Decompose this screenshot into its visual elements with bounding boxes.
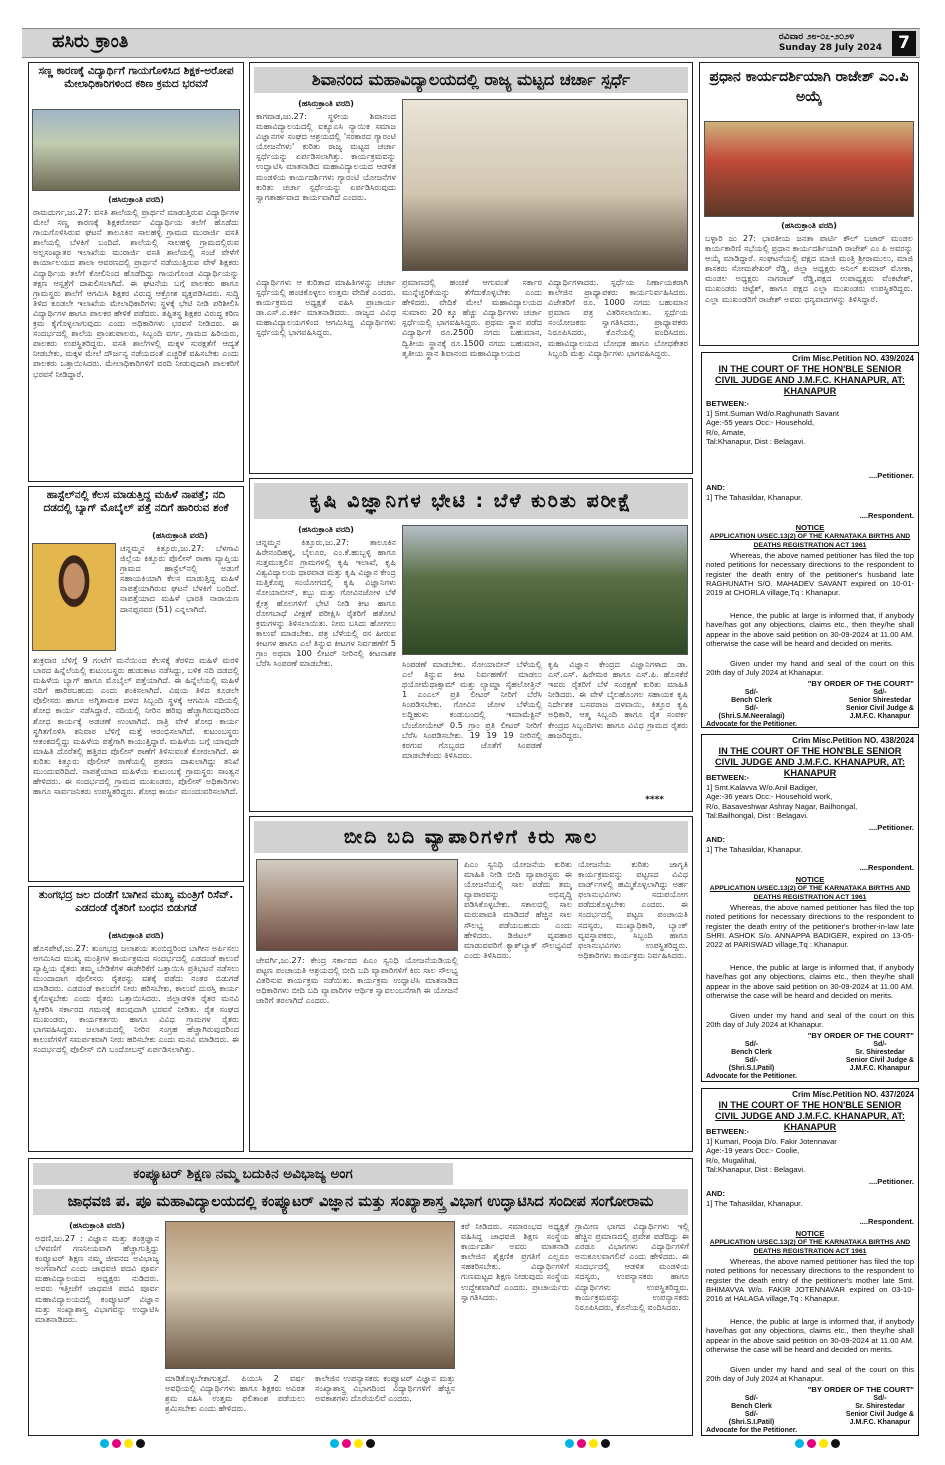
article-seminar-body-b: ವಿದ್ಯಾರ್ಥಿಗಳು ಆ ಕುರಿತಾದ ಮಾಹಿತಿಗಳನ್ನು ಚರ್ಚಾ ಸ್ಪರ್ಧೆಯಲ್ಲಿ ಹಂಚಿಕೊಳ್ಳಲು ಉತ್ತಮ ವೇದಿಕೆ ಎಂದರು. ಕಾರ್ಯಕ್ರಮದ ಅಧ್ಯಕ್ಷತೆ ವಹಿಸಿ ಪ್ರಾಚಾರ್ಯ ಡಾ.ಎಸ್.ಎ.ಕರ್ಕಿ ಮಾತನಾಡಿದರು. ರಾಜ್ಯದ ವಿವಿಧ ಮಹಾವಿದ್ಯಾಲಯಗಳಿಂದ ಆಗಮಿಸಿದ್ದ ವಿದ್ಯಾರ್ಥಿಗಳು ಸ್ಪರ್ಧೆಯಲ್ಲಿ ಭಾಗವಹಿಸಿದ್ದರು.: [256, 277, 396, 338]
and-label: AND:: [706, 483, 725, 492]
masthead: [22, 28, 920, 58]
notice-body-public: Hence, the public at large is informed that, if anybody have/has got any objections, claims etc., then they/he shall appear in the above said petition on 30-09-2024 at 11.00 AM. otherwise the case will be heard and decided on merits.: [706, 1317, 914, 1354]
article-official-body: ಬಳ್ಳಾರಿ ಜು 27: ಭಾರತೀಯ ಜನತಾ ಪಾರ್ಟಿ ಕೌಲ್ ಬಜಾರ್ ಮಂಡಲ ಕಾರ್ಯಕಾರಿಣಿ ಸಭೆಯಲ್ಲಿ ಪ್ರಧಾನ ಕಾರ್ಯದರ್ಶಿಯಾಗಿ ರಾಜೇಶ್ ಎಂ ಪಿ ಅವರನ್ನು ಆಯ್ಕೆ ಮಾಡಿದ್ದಾರೆ. ಸಂಘಟನೆಯಲ್ಲಿ ಪಕ್ಷದ ಮಾಜಿ ಮಂತ್ರಿ ಶ್ರೀರಾಮುಲು, ಮಾಜಿ ಶಾಸಕರು ಸೋಮಶೇಖರ್ ರೆಡ್ಡಿ, ಜಿಲ್ಲಾ ಅಧ್ಯಕ್ಷರು ಅನಿಲ್ ಕುಮಾರ್ ಮೋಕಾ, ಮಂಡಲ ಅಧ್ಯಕ್ಷರು ನಾಗರಾಜ್ ರೆಡ್ಡಿ,ಪಕ್ಷದ ಉಪಾಧ್ಯಕ್ಷರು ವೆಂಕಟೇಶ್, ಮುಖಂಡರು ಚಿಟ್ಟೆಶ್, ಹಾಗೂ ಪಕ್ಷದ ಎಲ್ಲಾ ಮುಖಂಡರು ಉಪಸ್ಥಿತರಿದ್ದರು. ಎಲ್ಲಾ ಮುಖಂಡರಿಗೆ ರಾಜೇಶ್ ಅವರು ಧನ್ಯವಾದಗಳನ್ನು ತಿಳಿಸಿದ್ದಾರೆ.: [705, 233, 913, 304]
notice-title: NOTICE: [795, 523, 825, 532]
article-computer-body-a: ಅಥಣಿ,ಜು.27 : ವಿಜ್ಞಾನ ಮತ್ತು ತಂತ್ರಜ್ಞಾನ ಬೆಳವಣಿಗೆ ಗಣನೀಯವಾಗಿ ಹೆಚ್ಚಾಗುತ್ತಿದ್ದು ಕಂಪ್ಯೂಟರ್ ಶಿಕ್ಷಣ ನಮ್ಮ ಜೀವನದ ಅವಿಭಾಜ್ಯ ಅಂಗವಾಗಿದೆ ಎಂದು ಜಾಧವಜಿ ಪದವಿ ಪೂರ್ವ ಮಹಾವಿದ್ಯಾಲಯದ ಅಧ್ಯಕ್ಷರು ನುಡಿದರು. ಅವರು ಇತ್ತೀಚೆಗೆ ಜಾಧವಜಿ ಪದವಿ ಪೂರ್ವ ಮಹಾವಿದ್ಯಾಲಯದಲ್ಲಿ ಕಂಪ್ಯೂಟರ್ ವಿಜ್ಞಾನ ಮತ್ತು ಸಂಖ್ಯಾಶಾಸ್ತ್ರ ವಿಭಾಗವನ್ನು ಉದ್ಘಾಟಿಸಿ ಮಾತನಾಡಿದರು.: [35, 1233, 159, 1324]
respondent-label: ....Respondent.: [859, 511, 914, 520]
petitioner-label: ....Petitioner.: [868, 1177, 914, 1186]
application-act: APPLICATION U/SEC.13(2) OF THE KARNATAKA BIRTHS AND DEATHS REGISTRATION ACT 1961: [709, 885, 911, 901]
article-missing-byline: (ಹಸಿರುಕ್ರಾಂತಿ ವರದಿ): [152, 531, 208, 540]
petitioner-label: ....Petitioner.: [868, 471, 914, 480]
date-kannada: ರವಿವಾರ ೨೮-೦೭-೨೦೨೪: [778, 32, 855, 42]
article-vendors: [249, 816, 693, 1152]
registration-dot: [565, 1439, 574, 1448]
article-computer: [28, 1158, 693, 1436]
registration-dot: [819, 1439, 828, 1448]
registration-dot: [366, 1439, 375, 1448]
court-name: IN THE COURT OF THE HON'BLE SENIOR CIVIL JUDGE AND J.M.F.C. KHANAPUR, AT: KHANAPUR: [715, 364, 905, 396]
court-notice: [701, 734, 919, 1082]
notice-signatures: [706, 1041, 914, 1081]
registration-dot: [831, 1439, 840, 1448]
court-name: IN THE COURT OF THE HON'BLE SENIOR CIVIL JUDGE AND J.M.F.C. KHANAPUR, AT: KHANAPUR: [715, 746, 905, 778]
school-photo: [32, 109, 240, 191]
article-computer-body-c: ಕಾಲೇಜಿನ ಉಪನ್ಯಾಸಕರು ಕಂಪ್ಯೂಟರ್ ವಿಜ್ಞಾನ ಮತ್ತು ಸಂಖ್ಯಾಶಾಸ್ತ್ರ ವಿಭಾಗದಿಂದ ವಿದ್ಯಾರ್ಥಿಗಳಿಗೆ ಹೆಚ್ಚಿನ ಅವಕಾಶಗಳು ದೊರೆಯಲಿವೆ ಎಂದರು.: [315, 1373, 455, 1404]
article-end-mark: ****: [645, 795, 664, 805]
notice-body: Whereas, the above named petitioner has filed the top noted petitions for necessary directions to the respondent to register the death entry of the petitioner's mother late Smt. BHIMAVVA W/o. FAKIR JOTENNAVAR expired on 03-10-2016 at HALAGA village,Tq : Khanapur.: [706, 1257, 914, 1304]
print-registration-marks: [565, 1439, 610, 1449]
article-agri-byline: (ಹಸಿರುಕ್ರಾಂತಿ ವರದಿ): [298, 525, 354, 534]
article-agri-body-a: ಚನ್ನಮ್ಮನ ಕಿತ್ತೂರು,ಜು.27: ತಾಲೂಕಿನ ಹಿರೇನಂದಿಹಳ್ಳಿ, ಬೈಲೂರ, ಎಂ.ಕೆ.ಹುಬ್ಬಳ್ಳಿ ಹಾಗೂ ಸುತ್ತಮುತ್ತಲಿನ ಗ್ರಾಮಗಳಲ್ಲಿ ಕೃಷಿ ಇಲಾಖೆ, ಕೃಷಿ ವಿಶ್ವವಿದ್ಯಾಲಯ ಧಾರವಾಡ ಮತ್ತು ಕೃಷಿ ವಿಜ್ಞಾನ ಕೇಂದ್ರ ಮತ್ತಿಕೊಪ್ಪ ಸಂಯೋಗದಲ್ಲಿ ಕೃಷಿ ವಿಜ್ಞಾನಿಗಳು ಸೋಯಾಬೀನ್, ಕಬ್ಬು ಮತ್ತು ಗೋವಿನಜೋಳ ಬೆಳೆ ಕ್ಷೇತ್ರ ಹೊಲಗಳಿಗೆ ಭೇಟಿ ನೀಡಿ ಕೀಟ ಹಾಗೂ ರೋಗಬಾಧೆ ವೀಕ್ಷಣೆ ಪರೀಕ್ಷಿಸಿ ರೈತರಿಗೆ ಹತೋಟಿ ಕ್ರಮಗಳನ್ನು ತಿಳಿಸಲಾಯಿತು. ನೀರು ಬಸಿದು ಹೋಗಲು ಕಾಲುವೆ ಮಾಡಬೇಕು. ಪತ್ರ ಬೆಳೆಯಲ್ಲಿ ರಸ ಹೀರುವ ಕೀಟಗಳ ಹಾಗೂ ಎಲೆ ತಿನ್ನುವ ಕೀಟಗಳ ನಿರ್ವಹಣೆಗೆ 5 ಗ್ರಾಂ ಅಥವಾ 100 ಲೀಟರ್ ನೀರಿನಲ್ಲಿ ಕೀಟನಾಶಕ ಬೆರೆಸಿ ಸಿಂಪರಣೆ ಮಾಡಬೇಕು.: [256, 537, 396, 669]
article-vendors-body-c: ಯೋಜನೆಯ ಕುರಿತು ಜಾಗೃತಿ ಕಾರ್ಯಕ್ರಮವನ್ನು ಪಟ್ಟಣದ ವಿವಿಧ ವಾರ್ಡ್‌ಗಳಲ್ಲಿ ಹಮ್ಮಿಕೊಳ್ಳಲಾಗಿದ್ದು ಅರ್ಹ ಫಲಾನುಭವಿಗಳು ಸದುಪಯೋಗ ಪಡೆದುಕೊಳ್ಳಬೇಕು ಎಂದರು. ಈ ಸಂದರ್ಭದಲ್ಲಿ ಪಟ್ಟಣ ಪಂಚಾಯತಿ ಸದಸ್ಯರು, ಮುಖ್ಯಾಧಿಕಾರಿ, ಬ್ಯಾಂಕ್ ವ್ಯವಸ್ಥಾಪಕರು, ಸಿಬ್ಬಂದಿ ಹಾಗೂ ಫಲಾನುಭವಿಗಳು ಉಪಸ್ಥಿತರಿದ್ದರು. ಅಧಿಕಾರಿಗಳು ಕಾರ್ಯಕ್ರಮ ನಿರ್ವಹಿಸಿದರು.: [578, 859, 688, 960]
petition-number: Crim Misc.Petition NO. 439/2024: [792, 354, 914, 363]
article-vendors-body-a: ಜೇವರ್ಗಿ,ಜು.27: ಕೇಂದ್ರ ಸರ್ಕಾರದ ಪಿಎಂ ಸ್ವನಿಧಿ ಯೋಜನೆಯಡಿಯಲ್ಲಿ ಪಟ್ಟಣ ಪಂಚಾಯತಿ ಆಶ್ರಯದಲ್ಲಿ ಬೀದಿ ಬದಿ ವ್ಯಾಪಾರಿಗಳಿಗೆ ಕಿರು ಸಾಲ ಸೌಲಭ್ಯ ವಿತರಿಸುವ ಕಾರ್ಯಕ್ರಮ ನಡೆಯಿತು. ಕಾರ್ಯಕ್ರಮ ಉದ್ಘಾಟಿಸಿ ಮಾತನಾಡಿದ ಅಧಿಕಾರಿಗಳು ಬೀದಿ ಬದಿ ವ್ಯಾಪಾರಿಗಳ ಆರ್ಥಿಕ ಸ್ವಾವಲಂಬನೆಗಾಗಿ ಈ ಯೋಜನೆ ಜಾರಿಗೆ ತರಲಾಗಿದೆ ಎಂದರು.: [256, 955, 458, 1006]
print-registration-marks: [330, 1439, 375, 1449]
masthead-date: [779, 32, 882, 54]
article-students-byline: (ಹಸಿರುಕ್ರಾಂತಿ ವರದಿ): [108, 195, 164, 204]
print-registration-marks: [795, 1439, 840, 1449]
court-notice: [701, 1088, 919, 1436]
article-official-byline: (ಹಸಿರುಕ್ರಾಂತಿ ವರದಿ): [781, 221, 837, 230]
article-computer-byline: (ಹಸಿರುಕ್ರಾಂತಿ ವರದಿ): [69, 1221, 125, 1230]
registration-dot: [807, 1439, 816, 1448]
notice-given: Given under my hand and seal of the court on this 20th day of July 2024 at Khanapur.: [706, 1365, 914, 1384]
article-seminar: [249, 62, 693, 474]
article-agri: [249, 478, 693, 812]
notice-order: "BY ORDER OF THE COURT": [807, 679, 914, 688]
article-seminar-headline: ಶಿವಾನಂದ ಮಹಾವಿದ್ಯಾಲಯದಲ್ಲಿ ರಾಜ್ಯ ಮಟ್ಟದ ಚರ್ಚಾ ಸ್ಪರ್ಧೆ: [254, 67, 688, 93]
article-computer-kicker: ಕಂಪ್ಯೂಟರ್ ಶಿಕ್ಷಣ ನಮ್ಮ ಬದುಕಿನ ಅವಿಭಾಜ್ಯ ಅಂಗ: [33, 1163, 453, 1185]
article-dam-byline: (ಹಸಿರುಕ್ರಾಂತಿ ವರದಿ): [108, 931, 164, 940]
registration-dot: [577, 1439, 586, 1448]
petitioner-details: 1] Smt.Suman Wd/o.Raghunath Savant Age:-55 years Occ:- Household, R/o, Amate, Tal:Khanapur, Dist : Belagavi.: [706, 409, 839, 446]
registration-dot: [330, 1439, 339, 1448]
signature-left: Sd/- Bench Clerk Sd/- (Shri.S.M.Neeralagi) Advocate for the Petitioner.: [706, 689, 798, 728]
article-seminar-body-c: ಪ್ರಮಾಣದಲ್ಲಿ ಹಂಚಿಕೆ ಆಗುವಂತೆ ಸರ್ಕಾರ ಮುನ್ನೆಚ್ಚರಿಕೆಯನ್ನು ತೆಗೆದುಕೊಳ್ಳಬೇಕು ಎಂದು ಹೇಳಿದರು. ವೇದಿಕೆ ಮೇಲೆ ಮಹಾವಿದ್ಯಾಲಯದ ಸುಮಾರು 20 ಕ್ಕೂ ಹೆಚ್ಚು ವಿದ್ಯಾರ್ಥಿಗಳು ಚರ್ಚಾ ಸ್ಪರ್ಧೆಯಲ್ಲಿ ಭಾಗವಹಿಸಿದ್ದರು. ಪ್ರಥಮ ಸ್ಥಾನ ಪಡೆದ ವಿದ್ಯಾರ್ಥಿಗೆ ರೂ.2500 ನಗದು ಬಹುಮಾನ, ದ್ವಿತೀಯ ಸ್ಥಾನಕ್ಕೆ ರೂ.1500 ನಗದು ಬಹುಮಾನ, ತೃತೀಯ ಸ್ಥಾನ ಶಿವಾನಂದ ಮಹಾವಿದ್ಯಾಲಯದ: [402, 277, 542, 358]
respondent-label: ....Respondent.: [859, 1217, 914, 1226]
article-seminar-byline: (ಹಸಿರುಕ್ರಾಂತಿ ವರದಿ): [298, 99, 354, 108]
article-missing-body-side: ಚನ್ನಮ್ಮನ ಕಿತ್ತೂರು,ಜು.27: ಬೆಳಗಾವಿ ಜಿಲ್ಲೆಯ ಕಿತ್ತೂರು ಪೊಲೀಸ್ ಠಾಣಾ ವ್ಯಾಪ್ತಿಯ ಗ್ರಾಮದ ಹಾಸ್ಟೆಲ್‌ನಲ್ಲಿ ಅಡುಗೆ ಸಹಾಯಕಿಯಾಗಿ ಕೆಲಸ ಮಾಡುತ್ತಿದ್ದ ಮಹಿಳೆ ನಾಪತ್ತೆಯಾಗಿರುವ ಘಟನೆ ಬೆಳಕಿಗೆ ಬಂದಿದೆ. ನಾಪತ್ತೆಯಾದ ಮಹಿಳೆ ಭಾರತಿ ನಾರಾಯಣ ದಾನಪ್ಪನವರ (51) ಎನ್ನಲಾಗಿದೆ.: [120, 543, 239, 614]
seminar-photo: [402, 99, 688, 271]
computer-dept-photo: [165, 1221, 455, 1369]
article-vendors-headline: ಬೀದಿ ಬದಿ ವ್ಯಾಪಾರಿಗಳಿಗೆ ಕಿರು ಸಾಲ: [254, 821, 688, 853]
court-notice: [701, 352, 919, 728]
petitioner-details: 1] Kumari, Pooja D/o. Fakir Jotennavar Age:-19 years Occ:- Coolie, R/o, Mugalihal, Tal:Khanapur, Dist : Belagavi.: [706, 1137, 837, 1174]
article-official: [699, 62, 919, 346]
article-students-body: ರಾಮದುರ್ಗ,ಜು.27: ವಸತಿ ಶಾಲೆಯಲ್ಲಿ ಪ್ರಾರ್ಥನೆ ಮಾಡುತ್ತಿರುವ ವಿದ್ಯಾರ್ಥಿಗಳ ಮೇಲೆ ಸಣ್ಣ ಕಾರಣಕ್ಕೆ ಶಿಕ್ಷಕರೋರ್ವ ವಿದ್ಯಾರ್ಥಿಯ ತಲೆಗೆ ಹೊಡೆದು ಗಾಯಗೊಳಿಸಿರುವ ಘಟನೆ ತಾಲೂಕಿನ ಸಾಲಹಳ್ಳಿ ಗ್ರಾಮದ ಮುರಾರ್ಜಿ ವಸತಿ ಶಾಲೆಯಲ್ಲಿ ಬೆಳಕಿಗೆ ಬಂದಿದೆ. ಶಾಲೆಯಲ್ಲಿ ಸಾಲಹಳ್ಳಿ ಗ್ರಾಮದಲ್ಲಿರುವ ಅಲ್ಪಸಂಖ್ಯಾತರ ಇಲಾಖೆಯ ಮುರಾರ್ಜಿ ವಸತಿ ಶಾಲೆಯಲ್ಲಿ ಸಂಜೆ ವೇಳೆಗೆ ಕಾರ್ಯಾಲಯದ ಶಾಲಾ ಆವರಣದಲ್ಲಿ ಪ್ರಾರ್ಥನೆ ನಡೆಯುತ್ತಿರುವ ವೇಳೆ ಶಿಕ್ಷಕರು ವಿದ್ಯಾರ್ಥಿಯ ತಲೆಗೆ ಕೋಲಿನಿಂದ ಹೊಡೆದಿದ್ದು ಗಾಯಗೊಂಡ ವಿದ್ಯಾರ್ಥಿಯನ್ನು ತಕ್ಷಣ ಆಸ್ಪತ್ರೆಗೆ ದಾಖಲಿಸಲಾಗಿದೆ. ಈ ಘಟನೆಯ ಬಗ್ಗೆ ಪಾಲಕರು ಹಾಗೂ ಗ್ರಾಮಸ್ಥರು ಶಾಲೆಗೆ ಆಗಮಿಸಿ ಶಿಕ್ಷಕರ ವಿರುದ್ಧ ಆಕ್ರೋಶ ವ್ಯಕ್ತಪಡಿಸಿದರು. ಸುದ್ದಿ ತಿಳಿದ ಕೂಡಲೇ ಇಲಾಖೆಯ ಮೇಲಾಧಿಕಾರಿಗಳು ಸ್ಥಳಕ್ಕೆ ಭೇಟಿ ನೀಡಿ ಪರಿಶೀಲಿಸಿ ವಿದ್ಯಾರ್ಥಿಗಳ ಹಾಗೂ ಪಾಲಕರ ಹೇಳಿಕೆ ಪಡೆದರು. ತಪ್ಪಿತಸ್ಥ ಶಿಕ್ಷಕರ ವಿರುದ್ಧ ಕಠಿಣ ಕ್ರಮ ಕೈಗೊಳ್ಳಲಾಗುವುದು ಎಂದು ಅಧಿಕಾರಿಗಳು ಭರವಸೆ ನೀಡಿದರು. ಈ ಸಂದರ್ಭದಲ್ಲಿ ಶಾಲೆಯ ಪ್ರಾಂಶುಪಾಲರು, ಸಿಬ್ಬಂದಿ ವರ್ಗ, ಗ್ರಾಮದ ಹಿರಿಯರು, ಪಾಲಕರು ಉಪಸ್ಥಿತರಿದ್ದರು. ವಸತಿ ಶಾಲೆಗಳಲ್ಲಿ ಮಕ್ಕಳ ಸುರಕ್ಷತೆಗೆ ಆದ್ಯತೆ ನೀಡಬೇಕು, ಮಕ್ಕಳ ಮೇಲೆ ದೌರ್ಜನ್ಯ ನಡೆಯದಂತೆ ಎಚ್ಚರಿಕೆ ವಹಿಸಬೇಕು ಎಂದು ಪಾಲಕರು ಒತ್ತಾಯಿಸಿದರು. ಮೇಲಾಧಿಕಾರಿಗಳಿಗೆ ವರದಿ ನೀಡುವುದಾಗಿ ಪಾಲಕರಿಗೆ ಭರವಸೆ ನೀಡಿದ್ದಾರೆ.: [33, 207, 239, 379]
article-computer-body-b: ಮಾಡಿಕೊಳ್ಳಬೇಕಾಗುತ್ತದೆ. ಪಿಯುಸಿ 2 ವರ್ಷ ಅವಧಿಯಲ್ಲಿ ವಿದ್ಯಾರ್ಥಿಗಳು ಹಾಗೂ ಶಿಕ್ಷಕರು ಅವಿರತ ಶ್ರಮ ವಹಿಸಿ ಉತ್ತಮ ಫಲಿತಾಂಶ ಪಡೆಯಲು ಶ್ರಮಿಸಬೇಕು ಎಂದು ಹೇಳಿದರು.: [165, 1373, 305, 1414]
notice-signatures: [706, 689, 914, 728]
and-label: AND:: [706, 835, 725, 844]
and-label: AND:: [706, 1189, 725, 1198]
registration-dot: [342, 1439, 351, 1448]
registration-dot: [601, 1439, 610, 1448]
article-official-headline: ಪ್ರಧಾನ ಕಾರ್ಯದರ್ಶಿಯಾಗಿ ರಾಜೇಶ್ ಎಂ.ಪಿ ಅಯ್ಕೆ: [709, 69, 909, 105]
respondent-details: 1] The Tahasildar, Khanapur.: [706, 1199, 803, 1208]
registration-dot: [589, 1439, 598, 1448]
respondent-label: ....Respondent.: [859, 863, 914, 872]
article-students: [28, 62, 244, 482]
registration-dot: [354, 1439, 363, 1448]
masthead-title: ಹಸಿರು ಕ್ರಾಂತಿ: [52, 31, 129, 52]
signature-right: Sd/- Sr. Shirestedar Senior Civil Judge & J.M.F.C. Khanapur: [845, 1395, 914, 1426]
signature-right: Sd/- Sr. Shirestedar Senior Civil Judge & J.M.F.C. Khanapur: [845, 1041, 914, 1072]
notice-body-public: Hence, the public at large is informed that, if anybody have/has got any objections, claims etc., then they/he shall appear in the above said petition on 30-09-2024 at 11.00 AM. otherwise the case will be heard and decided on merits.: [706, 611, 914, 648]
article-agri-body-b: ಸಿಂಪಡಣೆ ಮಾಡಬೇಕು. ಸೋಯಾಬೀನ್ ಬೆಳೆಯಲ್ಲಿ ಎಲೆ ತಿನ್ನುವ ಕೀಟ ನಿರ್ವಹಣೆಗೆ ಮಾಡಲು ಥಯೋಮೆಥಾಕ್ಸಾಮ್ ಮತ್ತು ಲ್ಯಾಮ್ಡಾ ಸೈಹಲೋತ್ರಿನ್ 1 ಎಂಎಲ್ ಪ್ರತಿ ಲೀಟರ್ ನೀರಿಗೆ ಬೆರೆಸಿ ಸಿಂಪಡಿಸಬೇಕು. ಗೋವಿನ ಜೋಳ ಬೆಳೆಯಲ್ಲಿ ಲದ್ದಿಹುಳು ಕಂಡುಬಂದಲ್ಲಿ ಇಮಾಮೆಕ್ಟಿನ್ ಬೆಂಜೋಯೇಟ್ 0.5 ಗ್ರಾಂ ಪ್ರತಿ ಲೀಟರ್ ನೀರಿಗೆ ಬೆರೆಸಿ ಸಿಂಪಡಿಸಬೇಕು. 19 19 19 ನೀರಿನಲ್ಲಿ ಕರಗುವ ಗೊಬ್ಬರದ ಜೊತೆಗೆ ಸಿಂಪಡಣೆ ಮಾಡಬೇಕೆಂದು ತಿಳಿಸಿದರು.: [402, 659, 542, 760]
article-dam-headline: ತುಂಗಭದ್ರ ಜಲ ದಂಡೆಗೆ ಬಾಗೀನ ಮುಖ್ಯ ಮಂತ್ರಿಗೆ ರಿಸೆವ್‌. ಎಡದಂಡೆ ರೈತರಿಗೆ ಬಂಧನ ಬಿಡುಗಡೆ: [38, 889, 234, 915]
respondent-details: 1] The Tahasildar, Khanapur.: [706, 845, 803, 854]
signature-left: Sd/- Bench Clerk Sd/- (Shri.S.I.Patil) Advocate for the Petitioner.: [706, 1395, 798, 1434]
registration-dot: [112, 1439, 121, 1448]
between-label: BETWEEN:-: [706, 773, 750, 782]
respondent-details: 1] The Tahasildar, Khanapur.: [706, 493, 803, 502]
official-photo: [704, 121, 914, 217]
article-missing-body: ಶುಕ್ರವಾರ ಬೆಳಿಗ್ಗೆ 9 ಗಂಟೆಗೆ ಮನೆಯಿಂದ ಕೆಲಸಕ್ಕೆ ತೆರಳಿದ ಮಹಿಳೆ ಮರಳಿ ಬಾರದ ಹಿನ್ನೆಲೆಯಲ್ಲಿ ಕುಟುಂಬಸ್ಥರು ಹುಡುಕಾಟ ನಡೆಸಿದ್ದು, ಬಳಿಕ ನದಿ ದಡದಲ್ಲಿ ಮಹಿಳೆಯ ಬ್ಯಾಗ್ ಹಾಗೂ ಮೊಬೈಲ್ ಪತ್ತೆಯಾಗಿದೆ. ಈ ಹಿನ್ನೆಲೆಯಲ್ಲಿ ಮಹಿಳೆ ನದಿಗೆ ಹಾರಿರಬಹುದು ಎಂದು ಶಂಕಿಸಲಾಗಿದೆ. ವಿಷಯ ತಿಳಿದ ಕೂಡಲೇ ಪೊಲೀಸರು ಹಾಗೂ ಅಗ್ನಿಶಾಮಕ ದಳದ ಸಿಬ್ಬಂದಿ ಸ್ಥಳಕ್ಕೆ ಆಗಮಿಸಿ ನದಿಯಲ್ಲಿ ಶೋಧ ಕಾರ್ಯ ನಡೆಸಿದ್ದಾರೆ. ನದಿಯಲ್ಲಿ ನೀರಿನ ಹರಿವು ಹೆಚ್ಚಾಗಿರುವುದರಿಂದ ಶೋಧ ಕಾರ್ಯಕ್ಕೆ ಅಡಚಣೆ ಉಂಟಾಗಿದೆ. ರಾತ್ರಿ ವೇಳೆ ಶೋಧ ಕಾರ್ಯ ಸ್ಥಗಿತಗೊಳಿಸಿ ಶನಿವಾರ ಬೆಳಿಗ್ಗೆ ಮತ್ತೆ ಆರಂಭಿಸಲಾಗಿದೆ. ಕುಟುಂಬಸ್ಥರು ಆತಂಕದಲ್ಲಿದ್ದು ಮಹಿಳೆಯ ಪತ್ತೆಗಾಗಿ ಕಾಯುತ್ತಿದ್ದಾರೆ. ಮಹಿಳೆಯ ಬಗ್ಗೆ ಯಾವುದೇ ಮಾಹಿತಿ ದೊರೆತಲ್ಲಿ ಹತ್ತಿರದ ಪೊಲೀಸ್ ಠಾಣೆಗೆ ತಿಳಿಸುವಂತೆ ಕೋರಲಾಗಿದೆ. ಈ ಕುರಿತು ಕಿತ್ತೂರು ಪೊಲೀಸ್ ಠಾಣೆಯಲ್ಲಿ ಪ್ರಕರಣ ದಾಖಲಾಗಿದ್ದು ತನಿಖೆ ಮುಂದುವರಿದಿದೆ. ನಾಪತ್ತೆಯಾದ ಮಹಿಳೆಯ ಕುಟುಂಬಕ್ಕೆ ಗ್ರಾಮಸ್ಥರು ಸಾಂತ್ವನ ಹೇಳಿದರು. ಈ ಸಂದರ್ಭದಲ್ಲಿ ಗ್ರಾಮದ ಮುಖಂಡರು, ಪೊಲೀಸ್ ಅಧಿಕಾರಿಗಳು ಹಾಗೂ ಸಾರ್ವಜನಿಕರು ಉಪಸ್ಥಿತರಿದ್ದರು. ಶೋಧ ಕಾರ್ಯ ಮುಂದುವರಿಸಲಾಗಿದೆ.: [33, 655, 239, 797]
article-computer-headline: ಜಾಧವಜಿ ಪ. ಪೂ ಮಹಾವಿದ್ಯಾಲಯದಲ್ಲಿ ಕಂಪ್ಯೂಟರ್ ವಿಜ್ಞಾನ ಮತ್ತು ಸಂಖ್ಯಾಶಾಸ್ತ್ರ ವಿಭಾಗ ಉದ್ಘಾಟಿಸಿದ ಸಂದೀಪ ಸಂಗೋರಾಮ: [33, 1189, 688, 1215]
between-label: BETWEEN:-: [706, 1127, 750, 1136]
date-english: Sunday 28 July 2024: [778, 43, 882, 53]
notice-title: NOTICE: [795, 1229, 825, 1238]
article-dam: [28, 886, 244, 1152]
article-agri-body-c: ಕೃಷಿ ವಿಜ್ಞಾನ ಕೇಂದ್ರದ ವಿಜ್ಞಾನಿಗಳಾದ ಡಾ. ಎಸ್.ಎಸ್. ಹಿರೇಮಠ ಹಾಗೂ ಎಸ್.ಪಿ. ಹೊಸಕೆರೆ ಇವರು ರೈತರಿಗೆ ಬೆಳೆ ಸಂರಕ್ಷಣೆ ಕುರಿತು ಮಾಹಿತಿ ನೀಡಿದರು. ಈ ವೇಳೆ ಬೈಲಹೊಂಗಲ ಸಹಾಯಕ ಕೃಷಿ ನಿರ್ದೇಶಕ ಬಸವರಾಜ ದಳವಾಯಿ, ಕಿತ್ತೂರ ಕೃಷಿ ಅಧಿಕಾರಿ, ಆತ್ಮ ಸಿಬ್ಬಂದಿ ಹಾಗೂ ರೈತ ಸಂಪರ್ಕ ಕೇಂದ್ರದ ಸಿಬ್ಬಂದಿಗಳು ಹಾಗೂ ವಿವಿಧ ಗ್ರಾಮದ ರೈತರು ಹಾಜರಿದ್ದರು.: [548, 659, 688, 740]
article-vendors-body-b: ಪಿಎಂ ಸ್ವನಿಧಿ ಯೋಜನೆಯ ಕುರಿತು ಮಾಹಿತಿ ನೀಡಿ ಬೀದಿ ವ್ಯಾಪಾರಸ್ಥರು ಈ ಯೋಜನೆಯಲ್ಲಿ ಸಾಲ ಪಡೆದು ತಮ್ಮ ವ್ಯಾಪಾರವನ್ನು ಅಭಿವೃದ್ಧಿ ಪಡಿಸಿಕೊಳ್ಳಬೇಕು. ಸಕಾಲದಲ್ಲಿ ಸಾಲ ಮರುಪಾವತಿ ಮಾಡಿದರೆ ಹೆಚ್ಚಿನ ಸಾಲ ಸೌಲಭ್ಯ ಪಡೆಯಬಹುದು ಎಂದು ಹೇಳಿದರು. ಡಿಜಿಟಲ್ ವ್ಯವಹಾರ ಮಾಡುವವರಿಗೆ ಕ್ಯಾಶ್‌ಬ್ಯಾಕ್ ಸೌಲಭ್ಯವಿದೆ ಎಂದು ತಿಳಿಸಿದರು.: [464, 859, 572, 960]
petition-number: Crim Misc.Petition NO. 438/2024: [792, 736, 914, 745]
article-dam-body: ಹೊಸಪೇಟೆ,ಜು.27: ತುಂಗಭದ್ರ ಜಲಾಶಯ ತುಂಬಿದ್ದರಿಂದ ಬಾಗೀನ ಅರ್ಪಿಸಲು ಆಗಮಿಸಿದ ಮುಖ್ಯ ಮಂತ್ರಿಗಳ ಕಾರ್ಯಕ್ರಮದ ಸಂದರ್ಭದಲ್ಲಿ ಎಡದಂಡೆ ಕಾಲುವೆ ವ್ಯಾಪ್ತಿಯ ರೈತರು ತಮ್ಮ ಬೇಡಿಕೆಗಳ ಈಡೇರಿಕೆಗೆ ಒತ್ತಾಯಿಸಿ ಪ್ರತಿಭಟನೆ ನಡೆಸಲು ಮುಂದಾದಾಗ ಪೊಲೀಸರು ರೈತರನ್ನು ವಶಕ್ಕೆ ಪಡೆದು ನಂತರ ಬಿಡುಗಡೆ ಮಾಡಿದರು. ಎಡದಂಡೆ ಕಾಲುವೆಗೆ ನೀರು ಹರಿಸಬೇಕು, ಕಾಲುವೆ ದುರಸ್ತಿ ಕಾರ್ಯ ಕೈಗೊಳ್ಳಬೇಕು ಎಂದು ರೈತರು ಒತ್ತಾಯಿಸಿದರು. ಜಿಲ್ಲಾಡಳಿತ ರೈತರ ಮನವಿ ಸ್ವೀಕರಿಸಿ ಸರ್ಕಾರದ ಗಮನಕ್ಕೆ ತರುವುದಾಗಿ ಭರವಸೆ ನೀಡಿತು. ರೈತ ಸಂಘದ ಮುಖಂಡರು, ಕಾರ್ಯಕರ್ತರು ಹಾಗೂ ವಿವಿಧ ಗ್ರಾಮಗಳ ರೈತರು ಭಾಗವಹಿಸಿದ್ದರು. ಜಲಾಶಯದಲ್ಲಿ ನೀರಿನ ಸಂಗ್ರಹ ಹೆಚ್ಚಾಗಿರುವುದರಿಂದ ಕಾಲುವೆಗಳಿಗೆ ಸಮರ್ಪಕವಾಗಿ ನೀರು ಹರಿಸಬೇಕು ಎಂದು ಮನವಿ ಮಾಡಿದರು. ಈ ಸಂದರ್ಭದಲ್ಲಿ ಪೊಲೀಸ್ ಬಿಗಿ ಬಂದೋಬಸ್ತ್ ಏರ್ಪಡಿಸಲಾಗಿತ್ತು.: [33, 943, 239, 1054]
field-visit-photo: [402, 525, 688, 655]
notice-title: NOTICE: [795, 875, 825, 884]
article-seminar-body-d: ವಿದ್ಯಾರ್ಥಿಗಳಾದರು. ಸ್ಪರ್ಧೆಯ ನಿರ್ಣಾಯಕರಾಗಿ ಕಾಲೇಜಿನ ಪ್ರಾಧ್ಯಾಪಕರು ಕಾರ್ಯನಿರ್ವಹಿಸಿದರು. ವಿಜೇತರಿಗೆ ರೂ. 1000 ನಗದು ಬಹುಮಾನ ಪ್ರಮಾಣ ಪತ್ರ ವಿತರಿಸಲಾಯಿತು. ಸ್ಪರ್ಧೆಯ ಸಂಯೋಜಕರು ಸ್ವಾಗತಿಸಿದರು, ಪ್ರಾಧ್ಯಾಪಕರು ನಿರೂಪಿಸಿದರು, ಕೊನೆಯಲ್ಲಿ ವಂದಿಸಿದರು. ಮಹಾವಿದ್ಯಾಲಯದ ಬೋಧಕ ಹಾಗೂ ಬೋಧಕೇತರ ಸಿಬ್ಬಂದಿ ಮತ್ತು ವಿದ್ಯಾರ್ಥಿಗಳು ಭಾಗವಹಿಸಿದ್ದರು.: [548, 277, 688, 358]
court-name: IN THE COURT OF THE HON'BLE SENIOR CIVIL JUDGE AND J.M.F.C. KHANAPUR, AT: KHANAPUR: [715, 1100, 905, 1132]
article-computer-body-e: ಗ್ರಾಮೀಣ ಭಾಗದ ವಿದ್ಯಾರ್ಥಿಗಳು ಇಲ್ಲಿ ಹೆಚ್ಚಿನ ಪ್ರಮಾಣದಲ್ಲಿ ಪ್ರವೇಶ ಪಡೆದಿದ್ದು ಈ ಎರಡೂ ವಿಭಾಗಗಳು ವಿದ್ಯಾರ್ಥಿಗಳಿಗೆ ಅನುಕೂಲವಾಗಲಿವೆ ಎಂದು ಹೇಳಿದರು. ಈ ಸಂದರ್ಭದಲ್ಲಿ ಆಡಳಿತ ಮಂಡಳಿಯ ಸದಸ್ಯರು, ಉಪನ್ಯಾಸಕರು ಹಾಗೂ ವಿದ್ಯಾರ್ಥಿಗಳು ಉಪಸ್ಥಿತರಿದ್ದರು. ಕಾರ್ಯಕ್ರಮವನ್ನು ಉಪನ್ಯಾಸಕರು ನಿರೂಪಿಸಿದರು, ಕೊನೆಯಲ್ಲಿ ವಂದಿಸಿದರು.: [575, 1221, 689, 1312]
signature-right: Sd/- Senior Shirestedar Senior Civil Judge & J.M.F.C. Khanapur: [845, 689, 914, 720]
notice-body: Whereas, the above named petitioner has filed the top noted petitions for necessary directions to the respondent to register the death entry of the petitioner's husband late RAGHUNATH S/O. MAHADEV SAVANT expired on 10-01-2019 at CHORLA village,Tq : Khanapur.: [706, 551, 914, 598]
between-label: BETWEEN:-: [706, 399, 750, 408]
missing-woman-portrait: [32, 543, 116, 651]
application-act: APPLICATION U/SEC.13(2) OF THE KARNATAKA BIRTHS AND DEATHS REGISTRATION ACT 1961: [709, 1239, 911, 1255]
article-students-headline: ಸಣ್ಣ ಕಾರಣಕ್ಕೆ ವಿದ್ಯಾರ್ಥಿಗೆ ಗಾಯಗೊಳಿಸಿದ ಶಿಕ್ಷಕ-ಅರೋಪ ಮೇಲಾಧಿಕಾರಿಗಳಿಂದ ಕಠಿಣ ಕ್ರಮದ ಭರವಸೆ: [38, 65, 234, 91]
registration-dot: [100, 1439, 109, 1448]
article-computer-body-d: ಕರೆ ನೀಡಿದರು. ಸಮಾರಂಭದ ಅಧ್ಯಕ್ಷತೆ ವಹಿಸಿದ್ದ ಜಾಧವಜಿ ಶಿಕ್ಷಣ ಸಂಸ್ಥೆಯ ಕಾರ್ಯದರ್ಶಿ ಅವರು ಮಾತನಾಡಿ ಕಾಲೇಜಿನ ಶೈಕ್ಷಣಿಕ ಪ್ರಗತಿಗೆ ಎಲ್ಲರೂ ಸಹಕರಿಸಬೇಕು. ವಿದ್ಯಾರ್ಥಿಗಳಿಗೆ ಗುಣಮಟ್ಟದ ಶಿಕ್ಷಣ ನೀಡುವುದು ಸಂಸ್ಥೆಯ ಉದ್ದೇಶವಾಗಿದೆ ಎಂದರು. ಪ್ರಾಚಾರ್ಯರು ಸ್ವಾಗತಿಸಿದರು.: [461, 1221, 569, 1302]
registration-dot: [136, 1439, 145, 1448]
print-registration-marks: [100, 1439, 145, 1449]
notice-body-public: Hence, the public at large is informed that, if anybody have/has got any objections, claims etc., then they/he shall appear in the above said petition on 30-09-2024 at 11.00 AM. otherwise the case will be heard and decided on merits.: [706, 963, 914, 1000]
article-agri-headline: ಕೃಷಿ ವಿಜ್ಞಾನಿಗಳ ಭೇಟಿ : ಬೆಳೆ ಕುರಿತು ಪರೀಕ್ಷೆ: [254, 483, 688, 519]
petition-number: Crim Misc.Petition NO. 437/2024: [792, 1090, 914, 1099]
notice-body: Whereas, the above named petitioner has filed the top noted petitions for necessary directions to the respondent to register the death entry of the petitioner's brother-in-law late SHRI. ASHOK S/o. ANNAPPA BADIGER, expired on 13-05-2022 at PARISWAD village,Tq : Khanapur.: [706, 903, 914, 950]
petitioner-details: 1] Smt.Kalavva W/o.Anil Badiger, Age:-36 years Occ:- Household work, R/o, Basaveshwar Ashray Nagar, Bailhongal, Tal:Bailhongal, Dist : Belagavi.: [706, 783, 858, 820]
registration-dot: [795, 1439, 804, 1448]
petitioner-label: ....Petitioner.: [868, 823, 914, 832]
article-missing-headline: ಹಾಸ್ಟೆಲ್‌ನಲ್ಲಿ ಕೆಲಸ ಮಾಡುತ್ತಿದ್ದ ಮಹಿಳೆ ನಾಪತ್ತೆ; ನದಿ ದಡದಲ್ಲಿ ಬ್ಯಾಗ್ ಮೊಬೈಲ್ ಪತ್ತೆ ನದಿಗೆ ಹಾರಿರುವ ಶಂಕೆ: [43, 489, 229, 515]
signature-left: Sd/- Bench Clerk Sd/- (Shri.S.I.Patil) Advocate for the Petitioner.: [706, 1041, 798, 1080]
notice-order: "BY ORDER OF THE COURT": [807, 1031, 914, 1040]
notice-order: "BY ORDER OF THE COURT": [807, 1385, 914, 1394]
application-act: APPLICATION U/SEC.13(2) OF THE KARNATAKA BIRTHS AND DEATHS REGISTRATION ACT 1961: [709, 533, 911, 549]
article-seminar-body-a: ಕಾಗವಾಡ,ಜು.27: ಸ್ಥಳೀಯ ಶಿವಾನಂದ ಮಹಾವಿದ್ಯಾಲಯದಲ್ಲಿ ಐಕ್ಯೂಎಸಿ ನ್ಯಾಯಿಕ ಸಮಾಜ ವಿಜ್ಞಾನಗಳ ಸಂಘದ ಆಶ್ರಯದಲ್ಲಿ 'ಸರಕಾರದ ಗ್ಯಾರಂಟಿ ಯೋಜನೆಗಳು' ಕುರಿತು ರಾಜ್ಯ ಮಟ್ಟದ ಚರ್ಚಾ ಸ್ಪರ್ಧೆಯನ್ನು ಏರ್ಪಡಿಸಲಾಗಿತ್ತು. ಕಾರ್ಯಕ್ರಮವನ್ನು ಉದ್ಘಾಟಿಸಿ ಮಾತನಾಡಿದ ಮಹಾವಿದ್ಯಾಲಯದ ಆಡಳಿತ ಮಂಡಳಿಯ ಕಾರ್ಯದರ್ಶಿಗಳು ಗ್ಯಾರಂಟಿ ಯೋಜನೆಗಳ ಕುರಿತು ಚರ್ಚಾ ಸ್ಪರ್ಧೆಯನ್ನು ಏರ್ಪಡಿಸಿರುವುದು ಸ್ವಾಗತಾರ್ಹವಾದ ಕಾರ್ಯವಾಗಿದೆ ಎಂದರು.: [256, 111, 396, 202]
page-number: 7: [892, 31, 916, 56]
notice-signatures: [706, 1395, 914, 1435]
registration-dot: [124, 1439, 133, 1448]
notice-given: Given under my hand and seal of the court on this 20th day of July 2024 at Khanapur.: [706, 659, 914, 678]
vendors-photo: [256, 859, 458, 951]
article-missing: [28, 486, 244, 882]
notice-given: Given under my hand and seal of the court on this 20th day of July 2024 at Khanapur.: [706, 1011, 914, 1030]
